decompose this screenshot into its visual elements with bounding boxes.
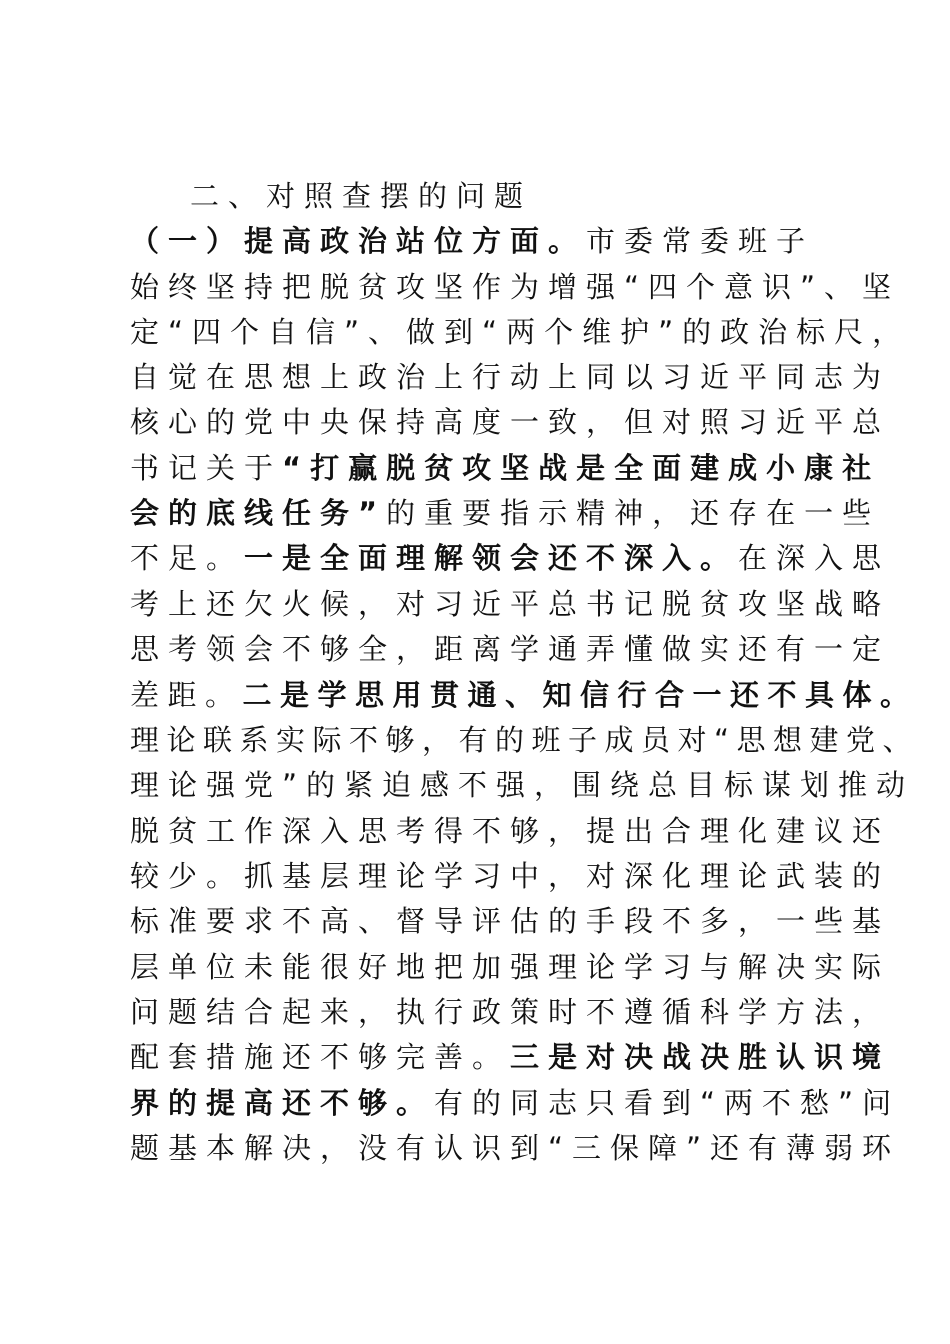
text-line [130, 762, 915, 808]
text-line [130, 309, 911, 355]
text-run: 不足。 [130, 541, 245, 575]
text-run: 考上还欠火候，对习近平总书记脱贫攻坚战略 [130, 587, 891, 621]
text-run: 的重要指示精神，还存在一些 [386, 496, 881, 530]
section-heading: 二、对照查摆的问题 [190, 179, 533, 213]
text-line [130, 944, 891, 990]
text-line [130, 808, 891, 854]
text-line [130, 1125, 901, 1171]
text-run: 问题结合起来，执行政策时不遵循科学方法， [130, 995, 891, 1029]
text-line [130, 490, 881, 536]
bold-point-run: 二是学思用贯通、知信行合一还不具体。 [242, 678, 918, 712]
text-run: 始终坚持把脱贫攻坚作为增强“四个意识”、坚 [130, 270, 901, 304]
text-run: 在深入思 [738, 541, 891, 575]
text-run: 核心的党中央保持高度一致，但对照习近平总 [130, 405, 891, 439]
text-run: 层单位未能很好地把加强理论学习与解决实际 [130, 950, 891, 984]
bold-point-run: 三是对决战决胜认识境 [510, 1040, 891, 1074]
text-line [130, 989, 891, 1035]
text-line [130, 853, 891, 899]
text-run: 配套措施还不够完善。 [130, 1040, 511, 1074]
text-run: 市委常委班子 [586, 224, 815, 258]
text-line [130, 1080, 901, 1126]
bold-point-run: 界的提高还不够。 [130, 1086, 435, 1120]
text-run: 题基本解决，没有认识到“三保障”还有薄弱环 [130, 1131, 901, 1165]
text-line [130, 672, 918, 718]
bold-heading-run: （一）提高政治站位方面。 [130, 224, 587, 258]
text-line [130, 399, 891, 445]
text-run: 理论强党”的紧迫感不强，围绕总目标谋划推动 [130, 768, 915, 802]
text-line [130, 535, 891, 581]
text-line [130, 626, 891, 672]
text-line [130, 445, 881, 491]
bold-quote-run: “打赢脱贫攻坚战是全面建成小康社 [282, 451, 881, 485]
text-run: 理论联系实际不够，有的班子成员对“思想建党、 [130, 723, 920, 757]
bold-quote-run: 会的底线任务” [130, 496, 387, 530]
text-line [130, 581, 891, 627]
text-line [130, 898, 891, 944]
text-run: 差距。 [130, 678, 243, 712]
text-line [130, 264, 901, 310]
bold-point-run: 一是全面理解领会还不深入。 [244, 541, 739, 575]
text-line [130, 717, 920, 763]
text-line [130, 354, 891, 400]
text-run: 书记关于 [130, 451, 283, 485]
text-run: 有的同志只看到“两不愁”问 [434, 1086, 901, 1120]
text-run: 自觉在思想上政治上行动上同以习近平同志为 [130, 360, 891, 394]
text-run: 思考领会不够全，距离学通弄懂做实还有一定 [130, 632, 891, 666]
text-run: 脱贫工作深入思考得不够，提出合理化建议还 [130, 814, 891, 848]
text-run: 定“四个自信”、做到“两个维护”的政治标尺， [130, 315, 911, 349]
text-run: 标准要求不高、督导评估的手段不多，一些基 [130, 904, 891, 938]
text-line [130, 1034, 891, 1080]
text-run: 较少。抓基层理论学习中，对深化理论武装的 [130, 859, 891, 893]
text-line [130, 218, 850, 264]
